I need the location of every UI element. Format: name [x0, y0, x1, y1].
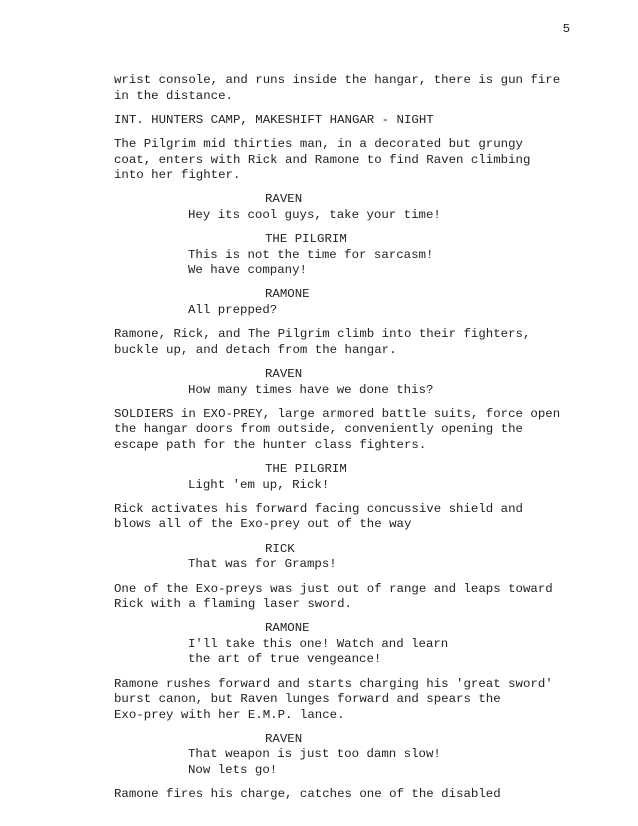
- action-line: in the distance.: [114, 88, 233, 103]
- character-name: RAMONE: [265, 621, 310, 636]
- action-block: [114, 73, 584, 104]
- action-line: into her fighter.: [114, 168, 241, 183]
- dialogue-block: [114, 621, 584, 668]
- character-name: THE PILGRIM: [265, 232, 347, 247]
- character-name: RAVEN: [265, 192, 303, 207]
- dialogue-line: the art of true vengeance!: [188, 652, 382, 667]
- dialogue-block: [114, 192, 584, 223]
- dialogue-line: I'll take this one! Watch and learn: [188, 636, 449, 651]
- action-line: Ramone rushes forward and starts charging his 'great sword': [114, 676, 553, 691]
- action-block: [114, 327, 584, 358]
- action-line: wrist console, and runs inside the hangar, there is gun fire: [114, 73, 561, 87]
- character-name: THE PILGRIM: [265, 462, 347, 477]
- action-line: escape path for the hunter class fighters.: [114, 437, 427, 452]
- dialogue-line: We have company!: [188, 263, 307, 278]
- dialogue-block: [114, 732, 584, 779]
- dialogue-line: How many times have we done this?: [188, 382, 434, 397]
- action-line: burst canon, but Raven lunges forward and spears the: [114, 692, 501, 707]
- action-block: [114, 137, 584, 184]
- dialogue-line: Light 'em up, Rick!: [188, 477, 330, 492]
- dialogue-line: All prepped?: [188, 302, 278, 317]
- action-block: [114, 582, 584, 613]
- action-block: [114, 407, 584, 454]
- action-line: Rick with a flaming laser sword.: [114, 597, 352, 612]
- action-line: blows all of the Exo-prey out of the way: [114, 517, 412, 532]
- action-block: [114, 677, 584, 724]
- dialogue-block: [114, 232, 584, 279]
- dialogue-block: [114, 542, 584, 573]
- action-line: One of the Exo-preys was just out of range and leaps toward: [114, 581, 553, 596]
- dialogue-block: [114, 367, 584, 398]
- page-number: 5: [562, 22, 570, 36]
- dialogue-block: [114, 287, 584, 318]
- scene-heading-line: INT. HUNTERS CAMP, MAKESHIFT HANGAR - NIGHT: [114, 112, 434, 127]
- dialogue-block: [114, 462, 584, 493]
- dialogue-line: Hey its cool guys, take your time!: [188, 207, 441, 222]
- character-name: RICK: [265, 541, 295, 556]
- action-line: Ramone fires his charge, catches one of the disabled: [114, 787, 501, 802]
- action-line: The Pilgrim mid thirties man, in a decorated but grungy: [114, 137, 523, 152]
- action-line: Rick activates his forward facing concussive shield and: [114, 501, 523, 516]
- action-line: buckle up, and detach from the hangar.: [114, 342, 397, 357]
- dialogue-line: This is not the time for sarcasm!: [188, 247, 434, 262]
- dialogue-line: Now lets go!: [188, 762, 278, 777]
- action-block: [114, 502, 584, 533]
- action-line: Exo-prey with her E.M.P. lance.: [114, 707, 345, 722]
- character-name: RAMONE: [265, 287, 310, 302]
- action-line: Ramone, Rick, and The Pilgrim climb into their fighters,: [114, 327, 531, 342]
- character-name: RAVEN: [265, 367, 303, 382]
- dialogue-line: That weapon is just too damn slow!: [188, 747, 441, 762]
- dialogue-line: That was for Gramps!: [188, 557, 337, 572]
- script-body: [114, 73, 584, 812]
- character-name: RAVEN: [265, 731, 303, 746]
- action-line: the hangar doors from outside, conveniently opening the: [114, 422, 523, 437]
- scene-heading: [114, 113, 584, 129]
- action-line: SOLDIERS in EXO-PREY, large armored battle suits, force open: [114, 406, 561, 421]
- action-line: coat, enters with Rick and Ramone to find Raven climbing: [114, 152, 531, 167]
- action-block: [114, 787, 584, 803]
